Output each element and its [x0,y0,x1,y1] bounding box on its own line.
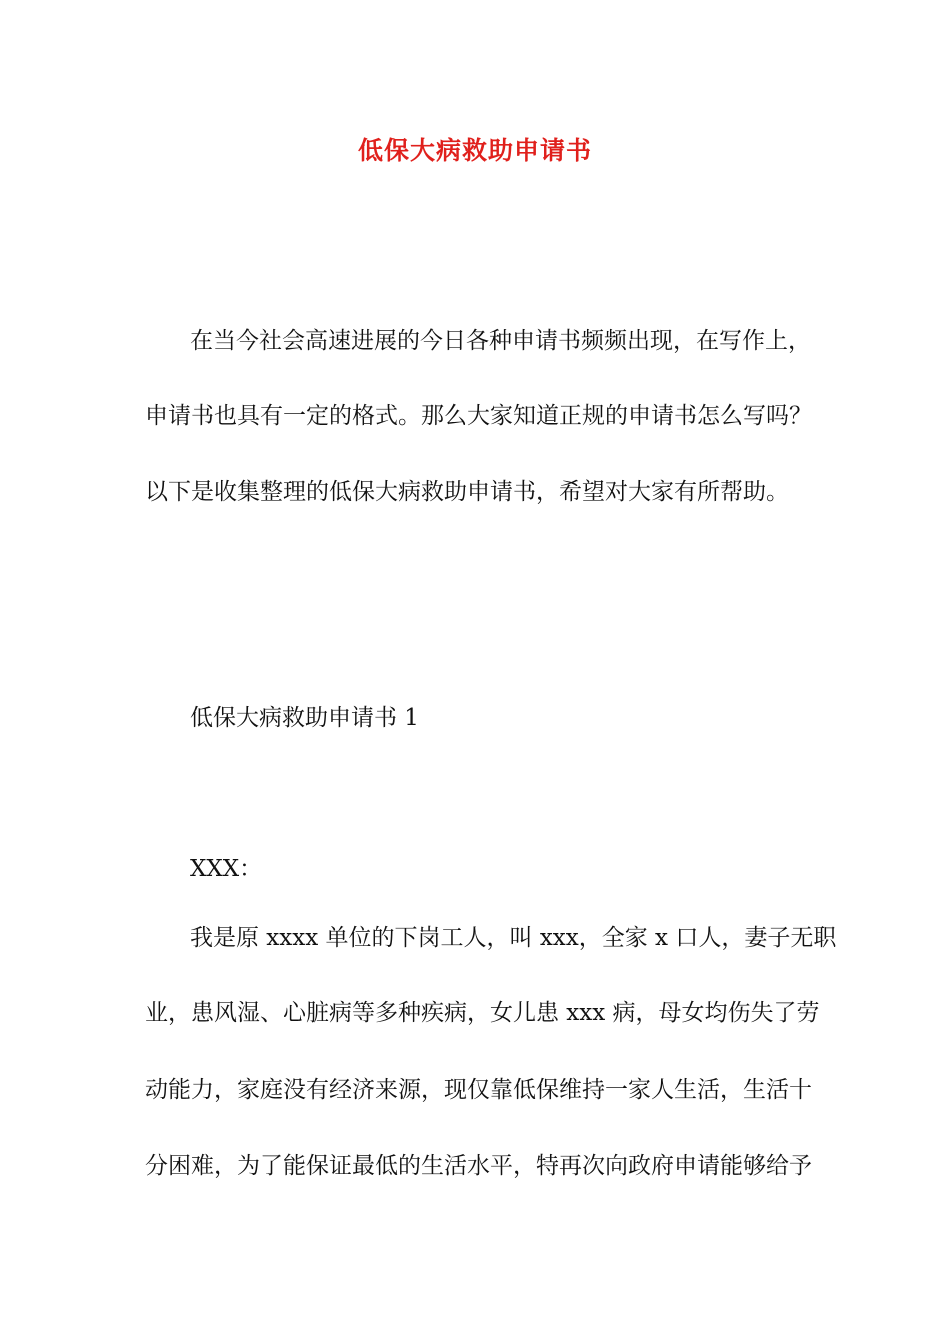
body-line-2: 业，患风湿、心脏病等多种疾病，女儿患 xxx 病，母女均伤失了劳 [145,1000,820,1026]
section-heading: 低保大病救助申请书 1 [190,705,419,731]
salutation: XXX： [190,856,263,882]
body-line-3: 动能力，家庭没有经济来源，现仅靠低保维持一家人生活，生活十 [145,1077,812,1103]
body-line-4: 分困难，为了能保证最低的生活水平，特再次向政府申请能够给予 [145,1153,812,1179]
intro-line-3: 以下是收集整理的低保大病救助申请书，希望对大家有所帮助。 [145,479,789,505]
intro-line-1: 在当今社会高速进展的今日各种申请书频频出现，在写作上， [190,328,811,354]
body-line-1: 我是原 xxxx 单位的下岗工人，叫 xxx，全家 x 口人，妻子无职 [190,925,837,951]
document-title: 低保大病救助申请书 [357,136,592,165]
intro-line-2: 申请书也具有一定的格式。那么大家知道正规的申请书怎么写吗？ [145,403,812,429]
